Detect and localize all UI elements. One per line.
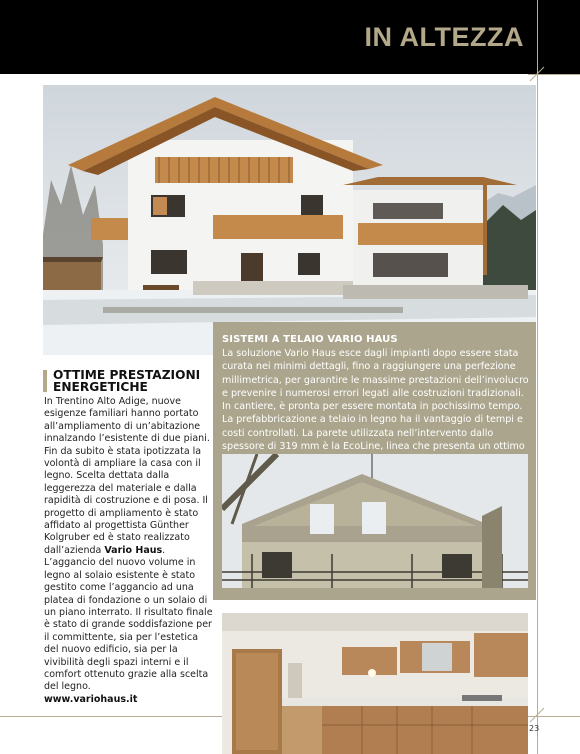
house-photo [43,85,536,355]
house-illustration [43,85,536,355]
website-link[interactable]: www.variohaus.it [44,693,138,705]
article-heading [43,369,208,394]
heading-accent-bar [43,370,47,392]
construction-photo [222,454,528,588]
box-text: La soluzione Vario Haus esce dagli impianti dopo essere stata curata nei minimi dettagli, fino a raggiungere una perfezione millimetrica, per garantire le massime prestazioni dell’involucro e prevenire i numerosi errori legati alle costruzioni tradizionali. In cantiere, è pronta per essere montata in pochissimo tempo. La prefabbricazione a telaio in legno ha il vantaggio di tempi e costi controllati. La parete utilizzata nell’intervento dallo spessore di 319 mm è la EcoLine, linea che presenta un ottimo [222,348,529,453]
corner-mark-top [528,65,546,83]
article-text-2: . L’aggancio del nuovo volume in legno al solaio esistente è stato gestito come l’aggancio ad una platea di fondazione o un solaio di un piano interrato. Il risultato finale è stato di grande soddisfazione per il committente, sia per l’estetica del nuovo edificio, sia per la vivibilità degli spazi interni e il comfort ottenuto grazie alla scelta del legno. [44,544,213,693]
kitchen-photo [222,613,528,754]
section-title: IN ALTEZZA [364,22,524,52]
box-title: SISTEMI A TELAIO VARIO HAUS [222,334,398,345]
kitchen-illustration [222,613,528,754]
corner-mark-bottom [528,706,546,724]
article-body [44,396,214,706]
page-number: 23 [529,724,540,733]
vertical-rule [537,0,538,754]
header-band [0,0,580,74]
article-text-1: In Trentino Alto Adige, nuove esigenze familiari hanno portato all’ampliamento di un’abitazione innalzando l’esistente di due piani. Fin da subito è stata ipotizzata la volontà di ampliare la casa con il legno. Scelta dettata dalla leggerezza del materiale e dalla rapidità di costruzione e di posa. Il progetto di ampliamento è stato affidato al progettista Günther Kolgruber ed è stato realizzato dall’azienda [44,396,210,556]
company-name: Vario Haus [104,544,163,556]
article-title: OTTIME PRESTAZIONI ENERGETICHE [53,368,201,395]
construction-illustration [222,454,528,588]
